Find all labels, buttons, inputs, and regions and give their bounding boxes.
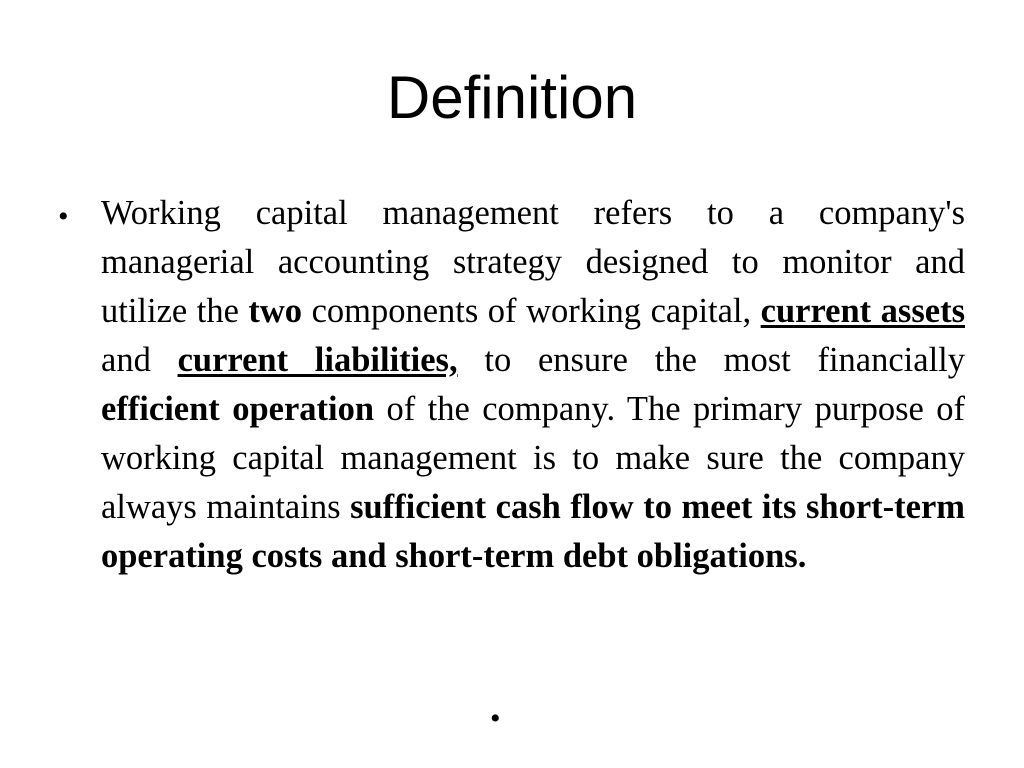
emphasis-current-liabilities bbox=[178, 341, 458, 379]
emphasis-sufficient-cash-flow: sufficient cash flow to meet its short-term operating costs and short-term debt obligations. bbox=[101, 488, 965, 575]
paragraph-text: components of working capital, bbox=[302, 292, 761, 330]
empty-bullet-marker: • bbox=[490, 702, 501, 735]
definition-paragraph bbox=[101, 189, 965, 581]
underlined-current-assets: current assets bbox=[760, 292, 965, 330]
paragraph-text: of the company. The primary purpose of working capital management is to make sure the company always maintains bbox=[101, 390, 965, 526]
underlined-current-liabilities: current liabilities, bbox=[177, 341, 458, 379]
paragraph-text: and bbox=[101, 341, 178, 379]
emphasis-efficient-operation: efficient operation bbox=[101, 390, 375, 428]
emphasis-current-assets bbox=[761, 292, 965, 330]
bullet-marker: • bbox=[58, 200, 69, 233]
paragraph-text: to ensure the most financially bbox=[457, 341, 965, 379]
emphasis-two: two bbox=[248, 292, 303, 330]
paragraph-text: Working capital management refers to a company's managerial accounting strategy designed to monitor and utilize the bbox=[101, 194, 965, 330]
slide-title: Definition bbox=[386, 64, 638, 131]
